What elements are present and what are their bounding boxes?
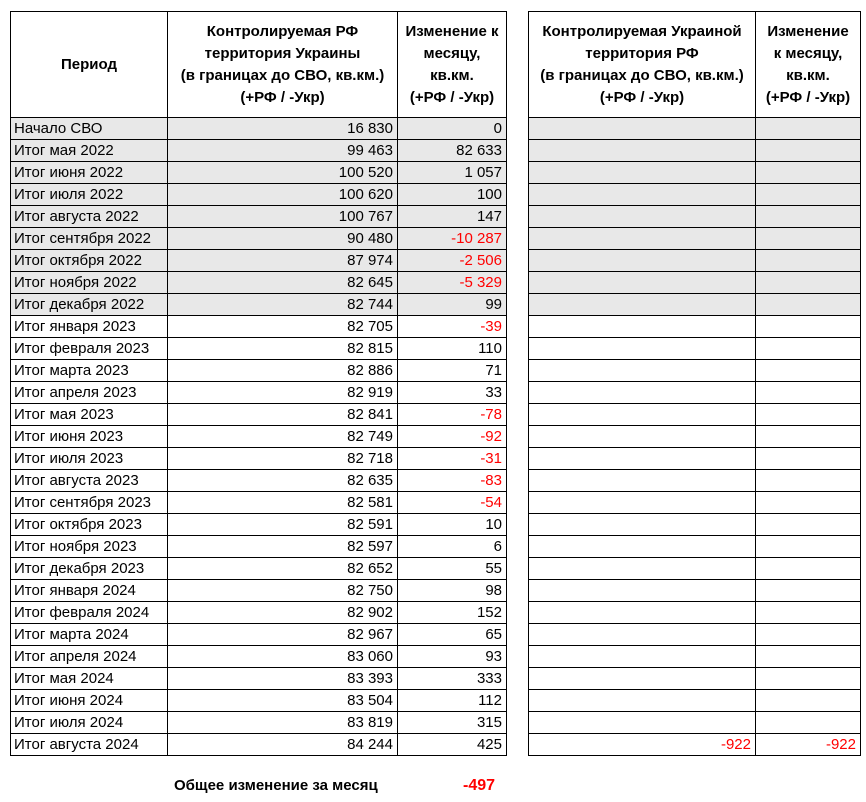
ru-area-cell: 82 750	[168, 580, 398, 602]
ru-area-cell: 82 815	[168, 338, 398, 360]
table-row	[529, 140, 861, 162]
ru-area-cell: 82 581	[168, 492, 398, 514]
header-line: Изменение	[767, 22, 849, 40]
table-row	[11, 228, 507, 250]
header-line: (в границах до СВО, кв.км.)	[180, 66, 385, 84]
ua-change-cell	[756, 250, 861, 272]
header-line: территория РФ	[585, 44, 699, 62]
ru-area-cell: 90 480	[168, 228, 398, 250]
ru-area-cell: 82 645	[168, 272, 398, 294]
header-period	[11, 12, 168, 118]
period-cell: Итог июля 2024	[11, 712, 168, 734]
header-line: кв.км.	[786, 66, 830, 84]
ua-area-cell	[529, 690, 756, 712]
period-cell: Итог июня 2024	[11, 690, 168, 712]
table-row	[11, 426, 507, 448]
table-row	[11, 690, 507, 712]
ru-change-cell: 0	[398, 118, 507, 140]
ua-change-cell	[756, 514, 861, 536]
ru-change-cell: 152	[398, 602, 507, 624]
ua-area-cell	[529, 206, 756, 228]
ru-change-cell: 1 057	[398, 162, 507, 184]
period-cell: Итог марта 2024	[11, 624, 168, 646]
ru-change-cell: 100	[398, 184, 507, 206]
header-line: кв.км.	[430, 66, 474, 84]
table-row	[11, 360, 507, 382]
ua-change-cell	[756, 668, 861, 690]
table-row	[11, 338, 507, 360]
header-line: месяцу,	[423, 44, 481, 62]
table-row	[11, 294, 507, 316]
table-row	[11, 580, 507, 602]
table-row	[11, 272, 507, 294]
period-cell: Итог мая 2023	[11, 404, 168, 426]
table-row	[11, 162, 507, 184]
ru-area-cell: 82 886	[168, 360, 398, 382]
ua-area-cell	[529, 250, 756, 272]
period-cell: Итог июня 2022	[11, 162, 168, 184]
period-cell: Итог августа 2023	[11, 470, 168, 492]
ua-area-cell	[529, 404, 756, 426]
ru-area-cell: 82 718	[168, 448, 398, 470]
ru-area-cell: 82 597	[168, 536, 398, 558]
table-row	[529, 250, 861, 272]
header-ua-change	[756, 12, 861, 118]
ru-area-cell: 100 520	[168, 162, 398, 184]
header-line: Контролируемая Украиной	[542, 22, 742, 40]
ua-change-cell	[756, 426, 861, 448]
ru-area-cell: 83 060	[168, 646, 398, 668]
table-row	[11, 140, 507, 162]
table-row	[11, 668, 507, 690]
table-row	[11, 118, 507, 140]
ru-area-cell: 82 841	[168, 404, 398, 426]
ru-area-cell: 82 744	[168, 294, 398, 316]
ua-area-cell	[529, 184, 756, 206]
table-row	[529, 228, 861, 250]
ua-area-cell	[529, 668, 756, 690]
period-cell: Итог сентября 2022	[11, 228, 168, 250]
ua-change-cell	[756, 646, 861, 668]
ua-change-cell	[756, 338, 861, 360]
ru-table-body	[11, 118, 507, 756]
ru-area-cell: 82 591	[168, 514, 398, 536]
table-row	[529, 162, 861, 184]
ua-table-body	[529, 118, 861, 756]
period-cell: Итог декабря 2023	[11, 558, 168, 580]
table-row	[529, 558, 861, 580]
table-row	[529, 272, 861, 294]
ua-area-cell	[529, 294, 756, 316]
period-cell: Итог сентября 2023	[11, 492, 168, 514]
ru-change-cell: 333	[398, 668, 507, 690]
table-row	[529, 536, 861, 558]
period-cell: Итог февраля 2024	[11, 602, 168, 624]
ua-change-cell: -922	[756, 734, 861, 756]
ua-area-cell	[529, 646, 756, 668]
header-line: к месяцу,	[773, 44, 843, 62]
ru-area-cell: 99 463	[168, 140, 398, 162]
header-line: (+РФ / -Укр)	[409, 88, 495, 106]
table-row	[529, 184, 861, 206]
ua-change-cell	[756, 140, 861, 162]
ua-change-cell	[756, 470, 861, 492]
period-cell: Итог мая 2024	[11, 668, 168, 690]
ru-change-cell: -78	[398, 404, 507, 426]
period-cell: Итог января 2024	[11, 580, 168, 602]
ua-area-cell	[529, 558, 756, 580]
ua-area-cell	[529, 580, 756, 602]
period-cell: Итог августа 2022	[11, 206, 168, 228]
ua-area-cell	[529, 316, 756, 338]
table-row	[529, 316, 861, 338]
table-row	[529, 448, 861, 470]
period-cell: Итог октября 2022	[11, 250, 168, 272]
ru-area-cell: 82 705	[168, 316, 398, 338]
ua-change-cell	[756, 118, 861, 140]
ua-area-cell	[529, 536, 756, 558]
table-row	[11, 624, 507, 646]
ru-change-cell: -92	[398, 426, 507, 448]
period-cell: Итог ноября 2023	[11, 536, 168, 558]
ru-change-cell: 93	[398, 646, 507, 668]
ru-area-cell: 82 967	[168, 624, 398, 646]
ru-change-cell: 112	[398, 690, 507, 712]
ua-change-cell	[756, 316, 861, 338]
table-row	[11, 646, 507, 668]
header-line: (+РФ / -Укр)	[765, 88, 851, 106]
ru-area-cell: 87 974	[168, 250, 398, 272]
table-row	[529, 668, 861, 690]
ru-change-cell: 6	[398, 536, 507, 558]
ru-change-cell: 425	[398, 734, 507, 756]
table-row	[11, 470, 507, 492]
table-row	[11, 382, 507, 404]
period-cell: Итог июля 2022	[11, 184, 168, 206]
ua-area-cell	[529, 228, 756, 250]
ua-change-cell	[756, 492, 861, 514]
ua-change-cell	[756, 580, 861, 602]
header-row	[11, 12, 507, 118]
period-cell: Итог февраля 2023	[11, 338, 168, 360]
territory-table-ua	[528, 11, 861, 756]
ru-change-cell: 82 633	[398, 140, 507, 162]
table-row	[11, 448, 507, 470]
ua-area-cell	[529, 360, 756, 382]
ru-area-cell: 100 620	[168, 184, 398, 206]
summary-value: -497	[463, 777, 496, 794]
ru-change-cell: 65	[398, 624, 507, 646]
ru-area-cell: 84 244	[168, 734, 398, 756]
table-row	[11, 492, 507, 514]
table-row	[11, 250, 507, 272]
period-cell: Итог августа 2024	[11, 734, 168, 756]
table-row	[529, 470, 861, 492]
header-line: (+РФ / -Укр)	[599, 88, 685, 106]
table-row	[11, 206, 507, 228]
period-cell: Итог декабря 2022	[11, 294, 168, 316]
ru-area-cell: 16 830	[168, 118, 398, 140]
table-row	[529, 294, 861, 316]
ru-change-cell: -2 506	[398, 250, 507, 272]
table-row	[529, 580, 861, 602]
period-cell: Итог января 2023	[11, 316, 168, 338]
territory-table-ru	[10, 11, 507, 756]
table-row	[529, 646, 861, 668]
table-row	[529, 712, 861, 734]
ua-change-cell	[756, 404, 861, 426]
header-ru-change	[398, 12, 507, 118]
header-line: территория Украины	[204, 44, 361, 62]
header-line: (в границах до СВО, кв.км.)	[540, 66, 744, 84]
ua-change-cell	[756, 228, 861, 250]
header-ru-area	[168, 12, 398, 118]
ua-area-cell	[529, 118, 756, 140]
table-row	[529, 602, 861, 624]
ru-area-cell: 82 919	[168, 382, 398, 404]
ua-area-cell	[529, 272, 756, 294]
ua-change-cell	[756, 184, 861, 206]
period-cell: Итог ноября 2022	[11, 272, 168, 294]
ru-area-cell: 100 767	[168, 206, 398, 228]
period-cell: Итог июля 2023	[11, 448, 168, 470]
ru-area-cell: 82 635	[168, 470, 398, 492]
table-row	[529, 382, 861, 404]
ru-change-cell: -54	[398, 492, 507, 514]
table-row	[529, 492, 861, 514]
ru-change-cell: 99	[398, 294, 507, 316]
table-row	[11, 316, 507, 338]
header-line: Контролируемая РФ	[206, 22, 359, 40]
header-ua-area	[529, 12, 756, 118]
ru-change-cell: -39	[398, 316, 507, 338]
ru-change-cell: 71	[398, 360, 507, 382]
ru-change-cell: 110	[398, 338, 507, 360]
header-line: Изменение к	[405, 22, 499, 40]
table-row	[11, 184, 507, 206]
ru-change-cell: -83	[398, 470, 507, 492]
period-cell: Начало СВО	[11, 118, 168, 140]
header-line: Период	[61, 55, 117, 73]
ua-change-cell	[756, 624, 861, 646]
table-row	[529, 404, 861, 426]
ru-change-cell: 10	[398, 514, 507, 536]
table-row	[529, 338, 861, 360]
ua-area-cell	[529, 602, 756, 624]
ua-area-cell	[529, 162, 756, 184]
table-row	[11, 558, 507, 580]
table-row	[529, 426, 861, 448]
ua-area-cell	[529, 492, 756, 514]
table-row	[529, 624, 861, 646]
ru-change-cell: -31	[398, 448, 507, 470]
table-row	[529, 360, 861, 382]
ru-change-cell: 33	[398, 382, 507, 404]
ua-area-cell	[529, 338, 756, 360]
ru-change-cell: -5 329	[398, 272, 507, 294]
ua-change-cell	[756, 294, 861, 316]
period-cell: Итог апреля 2023	[11, 382, 168, 404]
ru-change-cell: -10 287	[398, 228, 507, 250]
period-cell: Итог марта 2023	[11, 360, 168, 382]
ua-change-cell	[756, 206, 861, 228]
period-cell: Итог апреля 2024	[11, 646, 168, 668]
table-row	[529, 734, 861, 756]
table-row	[529, 206, 861, 228]
ua-change-cell	[756, 602, 861, 624]
ua-area-cell	[529, 426, 756, 448]
table-row	[529, 118, 861, 140]
ua-change-cell	[756, 360, 861, 382]
header-row	[529, 12, 861, 118]
ua-change-cell	[756, 448, 861, 470]
ru-change-cell: 98	[398, 580, 507, 602]
table-row	[11, 602, 507, 624]
ua-area-cell	[529, 382, 756, 404]
ua-change-cell	[756, 536, 861, 558]
ua-change-cell	[756, 690, 861, 712]
ru-change-cell: 315	[398, 712, 507, 734]
ua-area-cell	[529, 448, 756, 470]
summary-label: Общее изменение за месяц	[174, 777, 378, 794]
ua-area-cell	[529, 712, 756, 734]
period-cell: Итог мая 2022	[11, 140, 168, 162]
ua-area-cell: -922	[529, 734, 756, 756]
ua-area-cell	[529, 514, 756, 536]
ua-area-cell	[529, 624, 756, 646]
ua-area-cell	[529, 140, 756, 162]
table-row	[11, 404, 507, 426]
ua-area-cell	[529, 470, 756, 492]
ua-change-cell	[756, 382, 861, 404]
ua-change-cell	[756, 162, 861, 184]
table-row	[11, 712, 507, 734]
ru-area-cell: 82 749	[168, 426, 398, 448]
table-row	[11, 514, 507, 536]
period-cell: Итог октября 2023	[11, 514, 168, 536]
ru-area-cell: 82 652	[168, 558, 398, 580]
ru-change-cell: 147	[398, 206, 507, 228]
header-line: (+РФ / -Укр)	[240, 88, 325, 106]
table-row	[11, 536, 507, 558]
ua-change-cell	[756, 272, 861, 294]
ru-change-cell: 55	[398, 558, 507, 580]
ru-area-cell: 83 504	[168, 690, 398, 712]
table-row	[529, 690, 861, 712]
ru-area-cell: 82 902	[168, 602, 398, 624]
ua-change-cell	[756, 558, 861, 580]
table-row	[529, 514, 861, 536]
ua-change-cell	[756, 712, 861, 734]
table-row	[11, 734, 507, 756]
ru-area-cell: 83 393	[168, 668, 398, 690]
ru-area-cell: 83 819	[168, 712, 398, 734]
period-cell: Итог июня 2023	[11, 426, 168, 448]
